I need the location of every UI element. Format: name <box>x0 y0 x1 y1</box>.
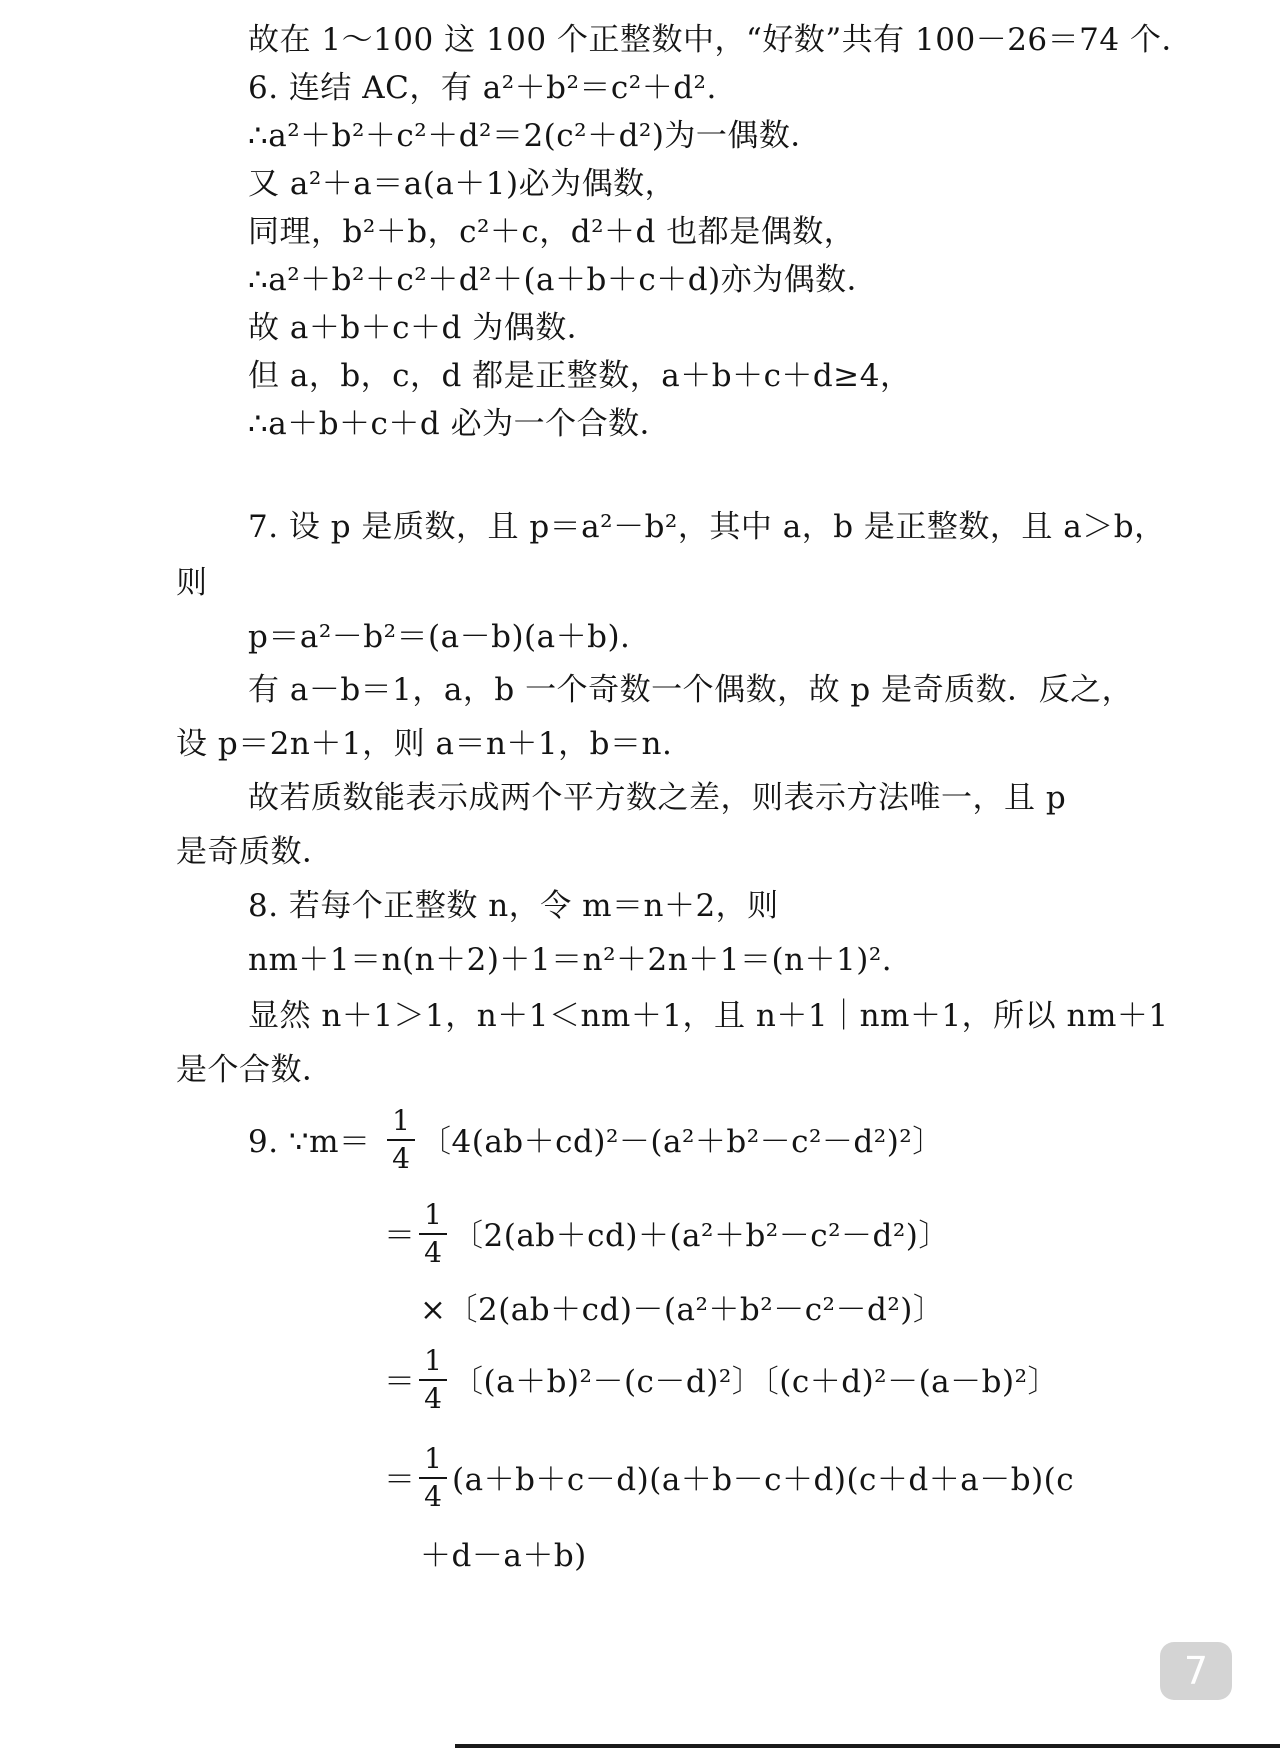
solution-9-line-6: ＋d－a＋b) <box>420 1538 587 1574</box>
solution-6-line-1: 6. 连结 AC，有 a²＋b²＝c²＋d². <box>248 70 717 106</box>
fraction-bar <box>419 1379 447 1381</box>
fraction-denominator: 4 <box>392 1142 410 1175</box>
solution-8-line-2: nm＋1＝n(n＋2)＋1＝n²＋2n＋1＝(n＋1)². <box>248 942 893 978</box>
fraction-denominator: 4 <box>424 1236 442 1269</box>
fraction-one-quarter <box>418 1444 448 1512</box>
solution-7-line-2: 则 <box>176 565 208 601</box>
solution-6-line-3: 又 a²＋a＝a(a＋1)必为偶数， <box>248 166 677 202</box>
solution-7-line-1: 7. 设 p 是质数，且 p＝a²－b²，其中 a，b 是正整数，且 a＞b， <box>248 509 1166 545</box>
equals-sign: ＝ <box>384 1364 416 1400</box>
fraction-one-quarter <box>418 1346 448 1414</box>
solution-6-line-7: 但 a，b，c，d 都是正整数，a＋b＋c＋d≥4， <box>248 358 912 394</box>
fraction-bar <box>419 1233 447 1235</box>
fraction-denominator: 4 <box>424 1480 442 1513</box>
solution-8-line-4: 是个合数． <box>176 1052 334 1088</box>
fraction-bar <box>419 1477 447 1479</box>
equals-sign: ＝ <box>384 1218 416 1254</box>
solution-8-line-3: 显然 n＋1＞1，n＋1＜nm＋1，且 n＋1｜nm＋1，所以 nm＋1 <box>248 998 1169 1034</box>
solution-6-line-6: 故 a＋b＋c＋d 为偶数． <box>248 310 599 346</box>
bottom-rule <box>455 1744 1280 1748</box>
solution-9-line-3: ×〔2(ab＋cd)－(a²＋b²－c²－d²)〕 <box>420 1292 945 1328</box>
solution-7-line-6: 故若质数能表示成两个平方数之差，则表示方法唯一，且 p <box>248 780 1067 816</box>
solution-8-line-1: 8. 若每个正整数 n，令 m＝n＋2，则 <box>248 888 779 924</box>
fraction-numerator: 1 <box>424 1344 442 1377</box>
solution-6-line-2: ∴a²＋b²＋c²＋d²＝2(c²＋d²)为一偶数． <box>248 118 822 154</box>
solution-7-line-7: 是奇质数． <box>176 834 334 870</box>
fraction-denominator: 4 <box>424 1382 442 1415</box>
fraction-numerator: 1 <box>424 1198 442 1231</box>
page-number-badge: 7 <box>1160 1642 1232 1700</box>
fraction-one-quarter <box>386 1106 416 1174</box>
solution-7-line-5: 设 p＝2n＋1，则 a＝n＋1，b＝n. <box>176 726 673 762</box>
solution-9-line-5: (a＋b＋c－d)(a＋b－c＋d)(c＋d＋a－b)(c <box>452 1462 1075 1498</box>
solution-9-line-1: 〔4(ab＋cd)²－(a²＋b²－c²－d²)²〕 <box>420 1124 944 1160</box>
solution-9-label: 9. ∵m＝ <box>248 1124 371 1160</box>
fraction-one-quarter <box>418 1200 448 1268</box>
solution-6-line-4: 同理，b²＋b，c²＋c，d²＋d 也都是偶数， <box>248 214 856 250</box>
solution-7-line-4: 有 a－b＝1，a，b 一个奇数一个偶数，故 p 是奇质数．反之， <box>248 672 1134 708</box>
fraction-numerator: 1 <box>424 1442 442 1475</box>
solution-6-line-5: ∴a²＋b²＋c²＋d²＋(a＋b＋c＋d)亦为偶数． <box>248 262 879 298</box>
equals-sign: ＝ <box>384 1462 416 1498</box>
solution-9-line-4: 〔(a＋b)²－(c－d)²〕〔(c＋d)²－(a－b)²〕 <box>452 1364 1060 1400</box>
solution-6-line-8: ∴a＋b＋c＋d 必为一个合数． <box>248 406 672 442</box>
fraction-numerator: 1 <box>392 1104 410 1137</box>
solution-7-line-3: p＝a²－b²＝(a－b)(a＋b). <box>248 619 631 655</box>
fraction-bar <box>387 1139 415 1141</box>
text-line-carryover: 故在 1～100 这 100 个正整数中，“好数”共有 100－26＝74 个． <box>248 22 1193 58</box>
solution-9-line-2: 〔2(ab＋cd)＋(a²＋b²－c²－d²)〕 <box>452 1218 950 1254</box>
